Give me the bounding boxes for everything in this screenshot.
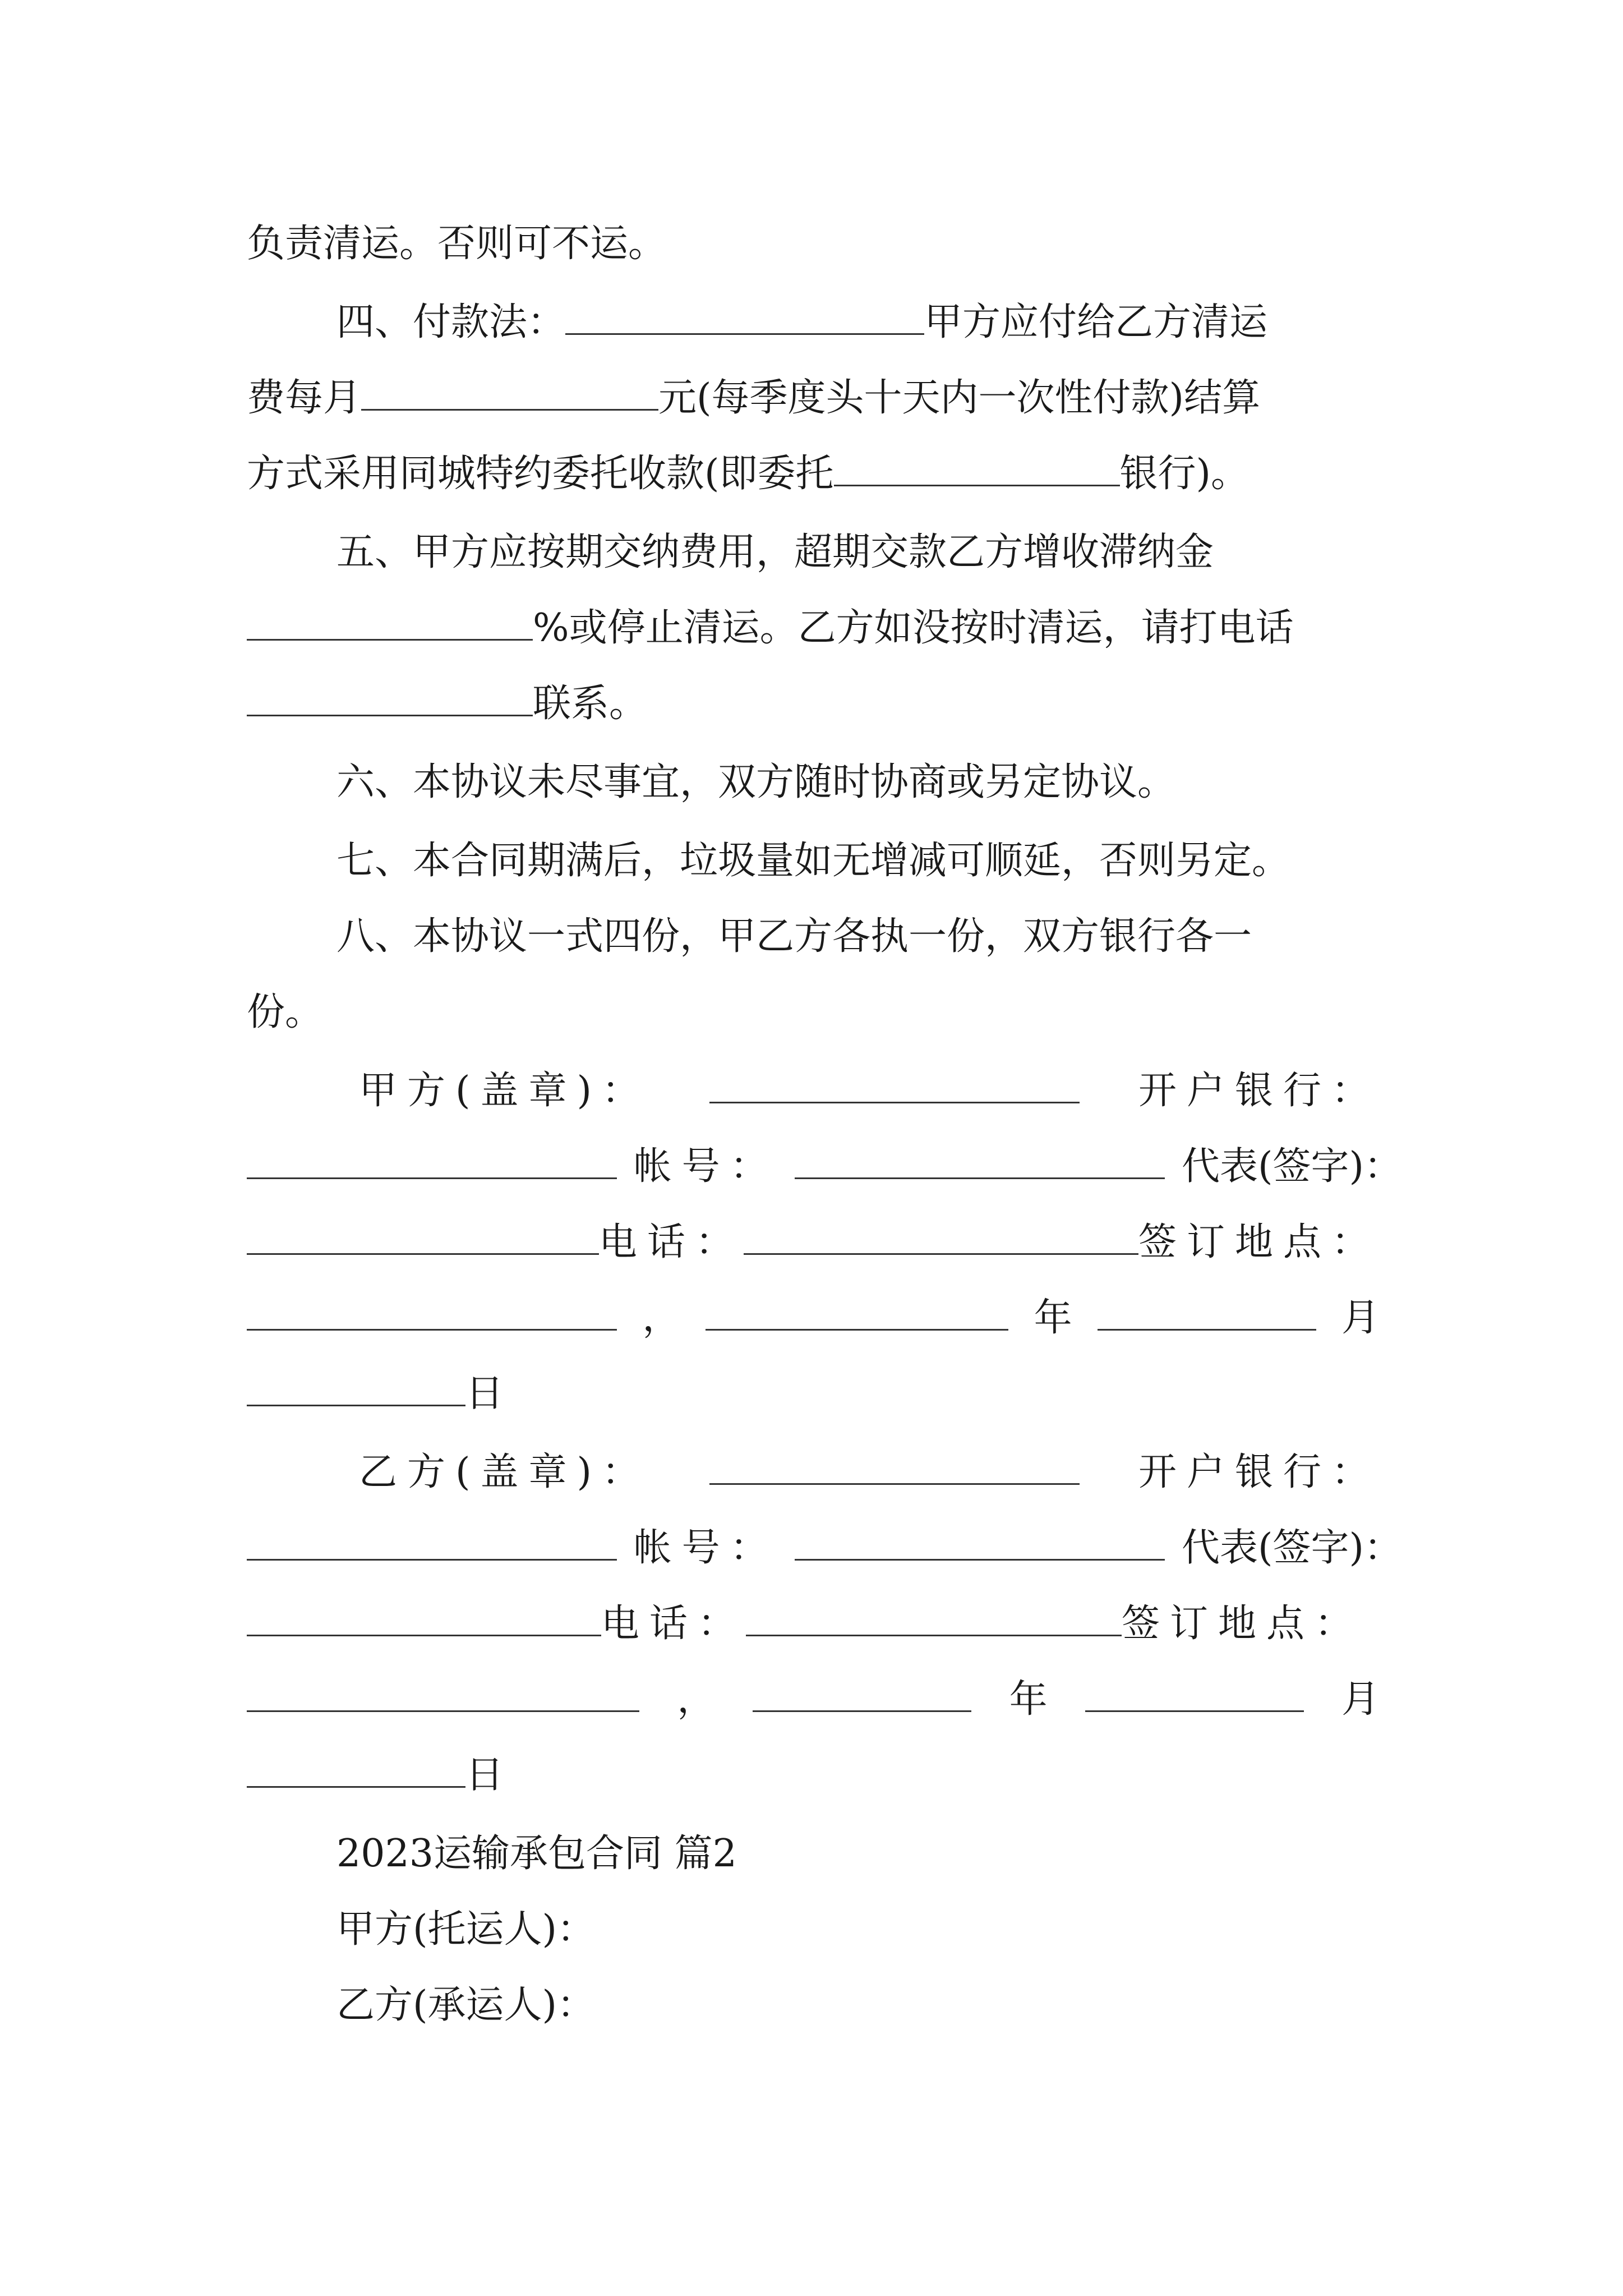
clause-five-line1: 五、甲方应按期交纳费用，超期交款乙方增收滞纳金 xyxy=(336,530,1214,574)
party-b-date-row: ， 年 月 xyxy=(247,1669,1380,1731)
clause-eight-line1: 八、本协议一式四份，甲乙方各执一份，双方银行各一 xyxy=(336,914,1252,959)
clause-four-line1: 四、付款法： 甲方应付给乙方清运 xyxy=(336,292,1380,353)
blank-field[interactable] xyxy=(565,298,924,335)
clause-eight-line2: 份。 xyxy=(247,990,324,1034)
paragraph-line: 负责清运。否则可不运。 xyxy=(247,222,667,266)
party-b-account-field[interactable] xyxy=(795,1524,1165,1561)
clause-seven: 七、本合同期满后，垃圾量如无增减可顺延，否则另定。 xyxy=(336,839,1290,883)
clause-four-line2: 费每月 元(每季度头十天内一次性付款)结算 xyxy=(247,367,1380,429)
party-a-day-row: 日 xyxy=(247,1363,1380,1425)
blank-field[interactable] xyxy=(834,450,1120,486)
party-b-rep-field[interactable] xyxy=(247,1600,601,1636)
party-b-seal-row: 乙方(盖章)： 开户银行： xyxy=(359,1442,1380,1503)
party-b-place-field[interactable] xyxy=(247,1676,639,1712)
clause-five-line3: 联系。 xyxy=(247,673,1380,735)
party-b-day-row: 日 xyxy=(247,1745,1380,1806)
clause-five-line2: %或停止清运。乙方如没按时清运，请打电话 xyxy=(247,597,1380,659)
party-b-phone-row: 电话： 签订地点： xyxy=(247,1593,1363,1655)
party-a-bank-field[interactable] xyxy=(247,1143,617,1179)
clause-four-line3: 方式采用同城特约委托收款(即委托 银行)。 xyxy=(247,443,1380,505)
party-a-account-field[interactable] xyxy=(795,1143,1165,1179)
blank-field[interactable] xyxy=(247,680,533,716)
party-b-account-row: 帐号： 代表(签字)： xyxy=(247,1517,1402,1579)
party-a-seal-field[interactable] xyxy=(709,1067,1080,1103)
party-a-account-row: 帐号： 代表(签字)： xyxy=(247,1136,1402,1198)
blank-field[interactable] xyxy=(361,374,658,411)
party-b-phone-field[interactable] xyxy=(746,1600,1122,1636)
party-a-date-row: ， 年 月 xyxy=(247,1287,1380,1349)
party-a-month-field[interactable] xyxy=(1098,1294,1316,1331)
section-2-carrier: 乙方(承运人)： xyxy=(336,1983,596,2027)
party-a-day-field[interactable] xyxy=(247,1370,465,1406)
party-b-seal-field[interactable] xyxy=(709,1448,1080,1485)
party-b-month-field[interactable] xyxy=(1085,1676,1304,1712)
party-b-year-field[interactable] xyxy=(753,1676,971,1712)
party-a-place-field[interactable] xyxy=(247,1294,617,1331)
party-b-bank-field[interactable] xyxy=(247,1524,617,1561)
party-a-seal-row: 甲方(盖章)： 开户银行： xyxy=(359,1060,1380,1122)
blank-field[interactable] xyxy=(247,604,533,641)
party-a-phone-row: 电话： 签订地点： xyxy=(247,1212,1380,1273)
party-a-phone-field[interactable] xyxy=(744,1218,1138,1255)
party-a-rep-field[interactable] xyxy=(247,1218,599,1255)
section-2-title: 2023运输承包合同 篇2 xyxy=(336,1832,737,1876)
clause-six: 六、本协议未尽事宜，双方随时协商或另定协议。 xyxy=(336,760,1176,804)
section-2-consignor: 甲方(托运人)： xyxy=(336,1907,596,1952)
party-a-year-field[interactable] xyxy=(706,1294,1008,1331)
party-b-day-field[interactable] xyxy=(247,1751,465,1788)
